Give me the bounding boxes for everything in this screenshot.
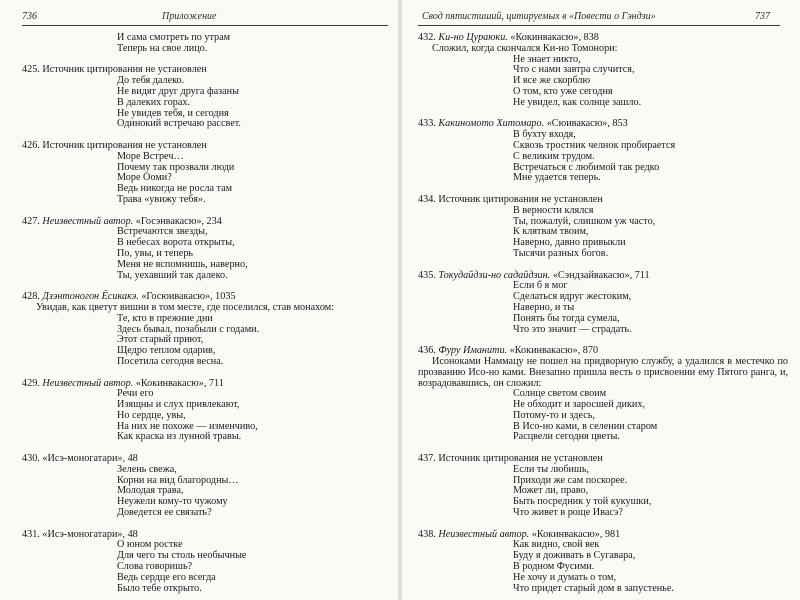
entry-source: Источник цитирования не установлен	[438, 193, 603, 205]
entry-source: «Госэнвакасю», 234	[135, 215, 222, 227]
entry-heading	[22, 65, 392, 76]
entry-number: 428.	[22, 291, 40, 303]
poem-line: Корни на вид благородны…	[117, 474, 239, 486]
entry-number: 430.	[22, 453, 40, 465]
poem-line: Здесь бывал, позабыли с годами.	[117, 323, 260, 335]
poem-entry	[418, 195, 788, 260]
entry-number: 434.	[418, 193, 436, 205]
entry-heading	[418, 195, 788, 206]
poem-line: О том, кто уже сегодня	[513, 85, 613, 97]
running-head: Приложение	[162, 11, 217, 22]
poem-entry	[418, 346, 788, 443]
entry-source: Источник цитирования не установлен	[42, 64, 207, 76]
entry-number: 436.	[418, 345, 436, 357]
poem-line: Море Встреч…	[117, 150, 184, 162]
poem-line: Встречаться с любимой так редко	[513, 161, 660, 173]
entry-source: «Кокинвакасю», 981	[531, 528, 621, 540]
poem-entry	[22, 530, 392, 595]
poem-line: Что это значит — страдать.	[513, 323, 632, 335]
page-content	[418, 33, 788, 594]
poem-line: Может ли, право,	[513, 485, 589, 497]
entry-author: Какиномото Хитомаро.	[438, 118, 545, 130]
poem-entry	[418, 271, 788, 336]
poem-entry	[418, 454, 788, 519]
poem-line: В бухту входя,	[513, 129, 576, 141]
page-number: 737	[755, 11, 770, 22]
poem-line: На них не похоже — изменчиво,	[117, 420, 258, 432]
header-rule	[418, 25, 780, 26]
entry-number: 425.	[22, 64, 40, 76]
poem-line: И все же скорблю	[513, 75, 591, 87]
poem-line: Расцвели сегодня цветы.	[513, 431, 620, 443]
poem-line: В далеких горах.	[117, 96, 191, 108]
poem-line: Доведется ее связать?	[117, 507, 212, 519]
poem-line: Молодая трава,	[117, 485, 184, 497]
entry-number: 437.	[418, 453, 436, 465]
entry-heading	[22, 454, 392, 465]
poem-entry	[22, 292, 392, 368]
entry-heading	[22, 379, 392, 390]
poem-line: До тебя далеко.	[117, 75, 185, 87]
poem-line: Но сердце, увы,	[117, 409, 186, 421]
entry-author: Неизвестный автор.	[42, 215, 134, 227]
poem-line: Ты, пожалуй, слишком уж часто,	[513, 215, 656, 227]
poem-line: Почему так прозвали люди	[117, 161, 235, 173]
entry-author: Токудайдзи-но садайдзин.	[438, 269, 551, 281]
prose-note: Исоноками Наммацу не пошел на придворную службу, а удалился в местечко по прозванию Исо-но ками. Внезапно пришла весть о присвоении ему Пятого ранга, и, возрадовавшись, он сложил:	[418, 355, 788, 389]
poem-line: Этот старый приют,	[117, 334, 204, 346]
entry-source: «Исэ-моногатари», 48	[42, 453, 138, 465]
poem-line: Не увидел, как солнце зашло.	[513, 96, 642, 108]
poem-line: С великим трудом.	[513, 150, 595, 162]
poem-line: Не хочу и думать о том,	[513, 571, 616, 583]
poem-entry	[418, 119, 788, 184]
poem-line: Как видно, свой век	[513, 539, 600, 551]
poem-entry	[22, 454, 392, 519]
poem-line: Не увидев тебя, и сегодня	[117, 107, 229, 119]
running-head: Свод пятистиший, цитируемых в «Повести о Гэндзи»	[422, 11, 656, 22]
poem-line: Ты, уехавший так далеко.	[117, 269, 228, 281]
entry-source: «Кокинвакасю», 838	[510, 32, 599, 43]
page-content	[22, 33, 392, 594]
entry-author: Дзэнтоногон Ёсикакэ.	[42, 291, 139, 303]
poem-line: Тысячи разных богов.	[513, 247, 609, 259]
poem-line: В небесах ворота открыты,	[117, 237, 235, 249]
entry-source: «Кокинвакасю», 870	[509, 345, 599, 357]
entry-source: «Кокинвакасю», 711	[135, 377, 224, 389]
poem-line: По, увы, и теперь	[117, 247, 194, 259]
page-number: 736	[22, 11, 37, 22]
poem-line: Не знает никто,	[513, 53, 581, 65]
poem-line: И сама смотреть по утрам	[117, 32, 231, 43]
poem-line: Одинокий встречаю рассвет.	[117, 118, 241, 130]
poem-line: Ведь сердце его всегда	[117, 571, 216, 583]
poem-line: Сделаться вдруг жестоким,	[513, 291, 632, 303]
header-rule	[22, 25, 388, 26]
poem-line: Как краска из лунной травы.	[117, 431, 242, 443]
entry-source: «Сэндзайвакасю», 711	[552, 269, 650, 281]
poem-line: Солнце светом своим	[513, 388, 607, 400]
poem-line: Меня не вспомнишь, наверно,	[117, 258, 248, 270]
poem-line: Речи его	[117, 388, 154, 400]
poem-line: О юном ростке	[117, 539, 183, 551]
entry-heading	[418, 271, 788, 282]
poem-line: Посетила сегодня весна.	[117, 355, 224, 367]
entry-heading	[418, 119, 788, 130]
poem-line: Ведь никогда не росла там	[117, 183, 233, 195]
poem-line: Наверно, и ты	[513, 301, 575, 313]
entry-number: 432.	[418, 32, 436, 43]
entry-number: 438.	[418, 528, 436, 540]
poem-line: Понять бы тогда сумела,	[513, 312, 620, 324]
entry-author: Неизвестный автор.	[42, 377, 134, 389]
prose-note: Увидав, как цветут вишни в том месте, где поселился, став монахом:	[36, 301, 335, 313]
poem-line: Неужели кому-то чужому	[117, 496, 228, 508]
poem-line: Не видят друг друга фазаны	[117, 85, 239, 97]
poem-line: Потому-то и здесь,	[513, 409, 595, 421]
poem-line: Что живет в роще Ивасэ?	[513, 507, 623, 519]
poem-line: Буду я доживать в Сугавара,	[513, 550, 636, 562]
poem-entry	[22, 217, 392, 282]
poem-entry	[418, 33, 788, 109]
poem-line: Приходи же сам поскорее.	[513, 474, 628, 486]
entry-source: Источник цитирования не установлен	[42, 139, 207, 151]
poem-line: Щедро теплом одарив,	[117, 345, 216, 357]
poem-line: Встречаются звезды,	[117, 226, 208, 238]
poem-line: Сквозь тростник челнок пробирается	[513, 139, 676, 151]
poem-entry	[418, 530, 788, 595]
entry-heading	[22, 141, 392, 152]
entry-author: Ки-но Цураюки.	[438, 32, 508, 43]
poem-line: Зелень свежа,	[117, 463, 177, 475]
right-page	[400, 0, 800, 600]
poem-line: Наверно, давно привыкли	[513, 237, 626, 249]
entry-number: 433.	[418, 118, 436, 130]
entry-source: Источник цитирования не установлен	[438, 453, 603, 465]
poem-entry	[22, 379, 392, 444]
entry-number: 427.	[22, 215, 40, 227]
entry-number: 435.	[418, 269, 436, 281]
poem-entry	[22, 65, 392, 130]
entry-heading	[418, 454, 788, 465]
poem-line: В Исо-но ками, в селении старом	[513, 420, 658, 432]
entry-number: 426.	[22, 139, 40, 151]
poem-line: Трава «увижу тебя».	[117, 193, 206, 205]
entry-source: «Госюивакасю», 1035	[141, 291, 236, 303]
entry-author: Фуру Иманити.	[438, 345, 508, 357]
poem-line: Изящны и слух привлекают,	[117, 399, 240, 411]
poem-line: Не обходит и заросшей диких,	[513, 399, 646, 411]
poem-line: Мне удается теперь.	[513, 172, 601, 184]
entry-author: Неизвестный автор.	[438, 528, 530, 540]
poem-entry	[22, 141, 392, 206]
poem-line: Было тебе открыто.	[117, 582, 202, 594]
poem-entry	[22, 33, 392, 55]
entry-source: «Исэ-моногатари», 48	[42, 528, 138, 540]
poem-line: Слова говоришь?	[117, 561, 193, 573]
entry-number: 431.	[22, 528, 40, 540]
entry-heading	[418, 530, 788, 541]
poem-line: Если б я мог	[513, 280, 568, 292]
poem-line: Теперь на свое лицо.	[117, 42, 208, 54]
poem-line: Что с нами завтра случится,	[513, 64, 635, 76]
poem-line: Быть посредник у той кукушки,	[513, 496, 652, 508]
poem-line: Для чего ты столь необычные	[117, 550, 247, 562]
entry-number: 429.	[22, 377, 40, 389]
poem-line: Что придет старый дом в запустенье.	[513, 582, 674, 594]
entry-source: «Сюивакасю», 853	[546, 118, 628, 130]
poem-line: В верности клялся	[513, 204, 594, 216]
poem-line: Те, кто в прежние дни	[117, 312, 213, 324]
book-gutter	[397, 0, 403, 600]
poem-line: К клятвам твоим,	[513, 226, 589, 238]
poem-line: В родном Фусими.	[513, 561, 595, 573]
entry-heading	[22, 530, 392, 541]
prose-note: Сложил, когда скончался Ки-но Томонори:	[432, 42, 618, 54]
poem-line: Море Ооми?	[117, 172, 172, 184]
poem-line: Если ты любишь,	[513, 463, 590, 475]
